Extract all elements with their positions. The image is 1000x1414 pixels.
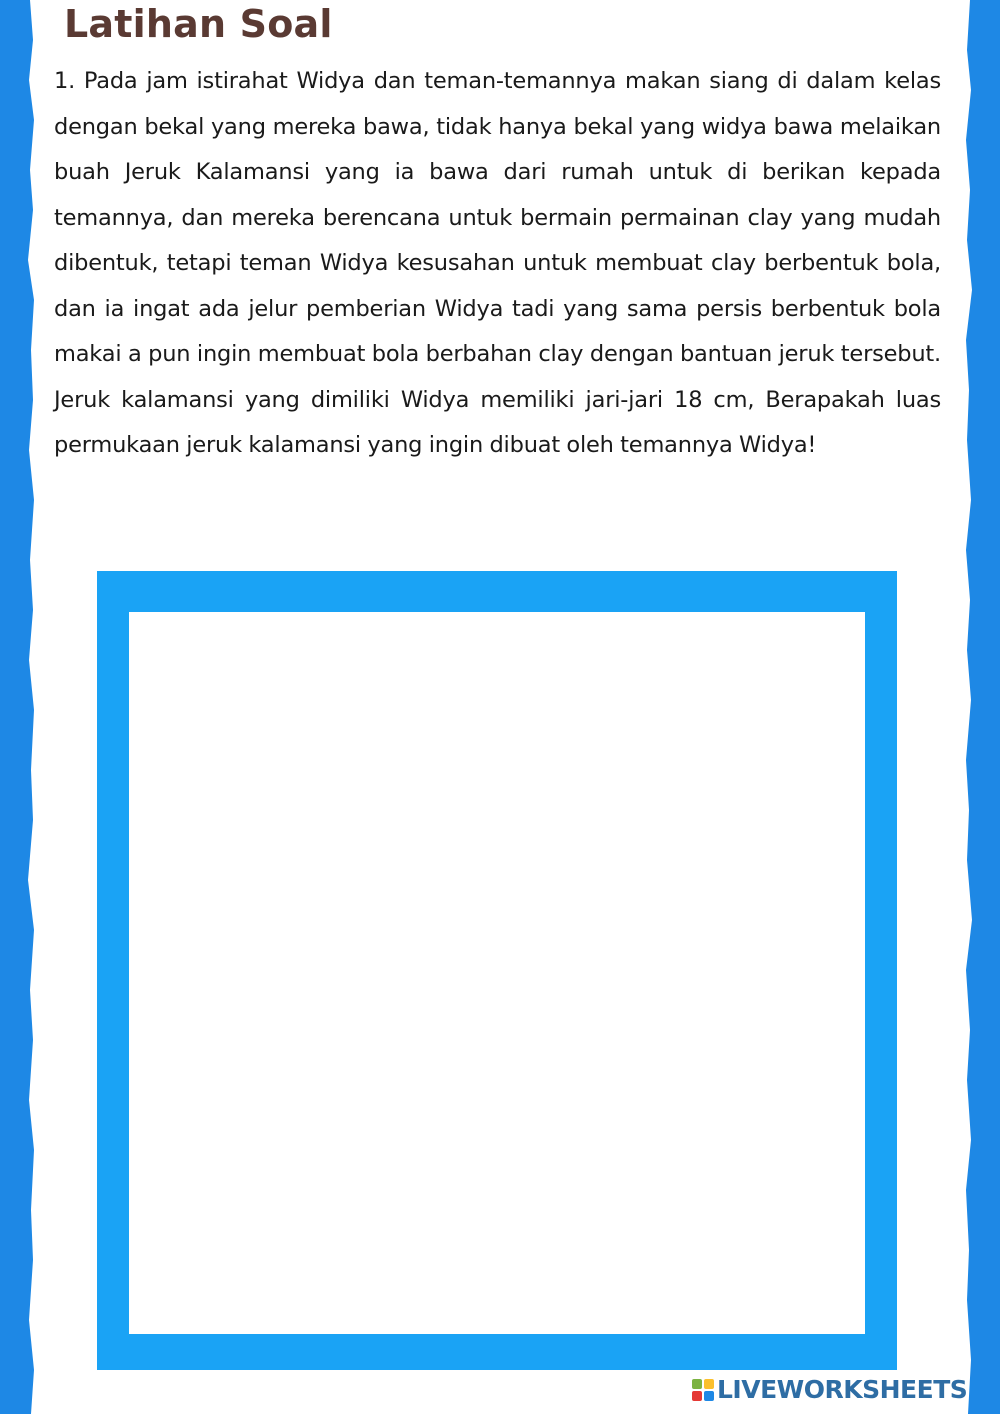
liveworksheets-branding [692,1375,967,1405]
left-decorative-border [0,0,36,1414]
liveworksheets-logo-icon [692,1379,714,1401]
question-text: 1. Pada jam istirahat Widya dan teman-temannya makan siang di dalam kelas dengan bekal yang mereka bawa, tidak hanya bekal yang widya bawa melaikan buah Jeruk Kalamansi yang ia bawa dari rumah untuk di berikan kepada temannya, dan mereka berencana untuk bermain permainan clay yang mudah dibentuk, tetapi teman Widya kesusahan untuk membuat clay berbentuk bola, dan ia ingat ada jelur pemberian Widya tadi yang sama persis berbentuk bola makai a pun ingin membuat bola berbahan clay dengan bantuan jeruk tersebut. Jeruk kalamansi yang dimiliki Widya memiliki jari-jari 18 cm, Berapakah luas permukaan jeruk kalamansi yang ingin dibuat oleh temannya Widya! [54,68,941,458]
answer-input-area[interactable] [129,612,865,1334]
worksheet-title: Latihan Soal [64,2,333,46]
answer-box-frame [97,571,897,1370]
left-torn-edge-icon [0,0,36,1414]
right-decorative-border [964,0,1000,1414]
liveworksheets-wordmark: LIVEWORKSHEETS [717,1375,968,1404]
right-torn-edge-icon [964,0,1000,1414]
